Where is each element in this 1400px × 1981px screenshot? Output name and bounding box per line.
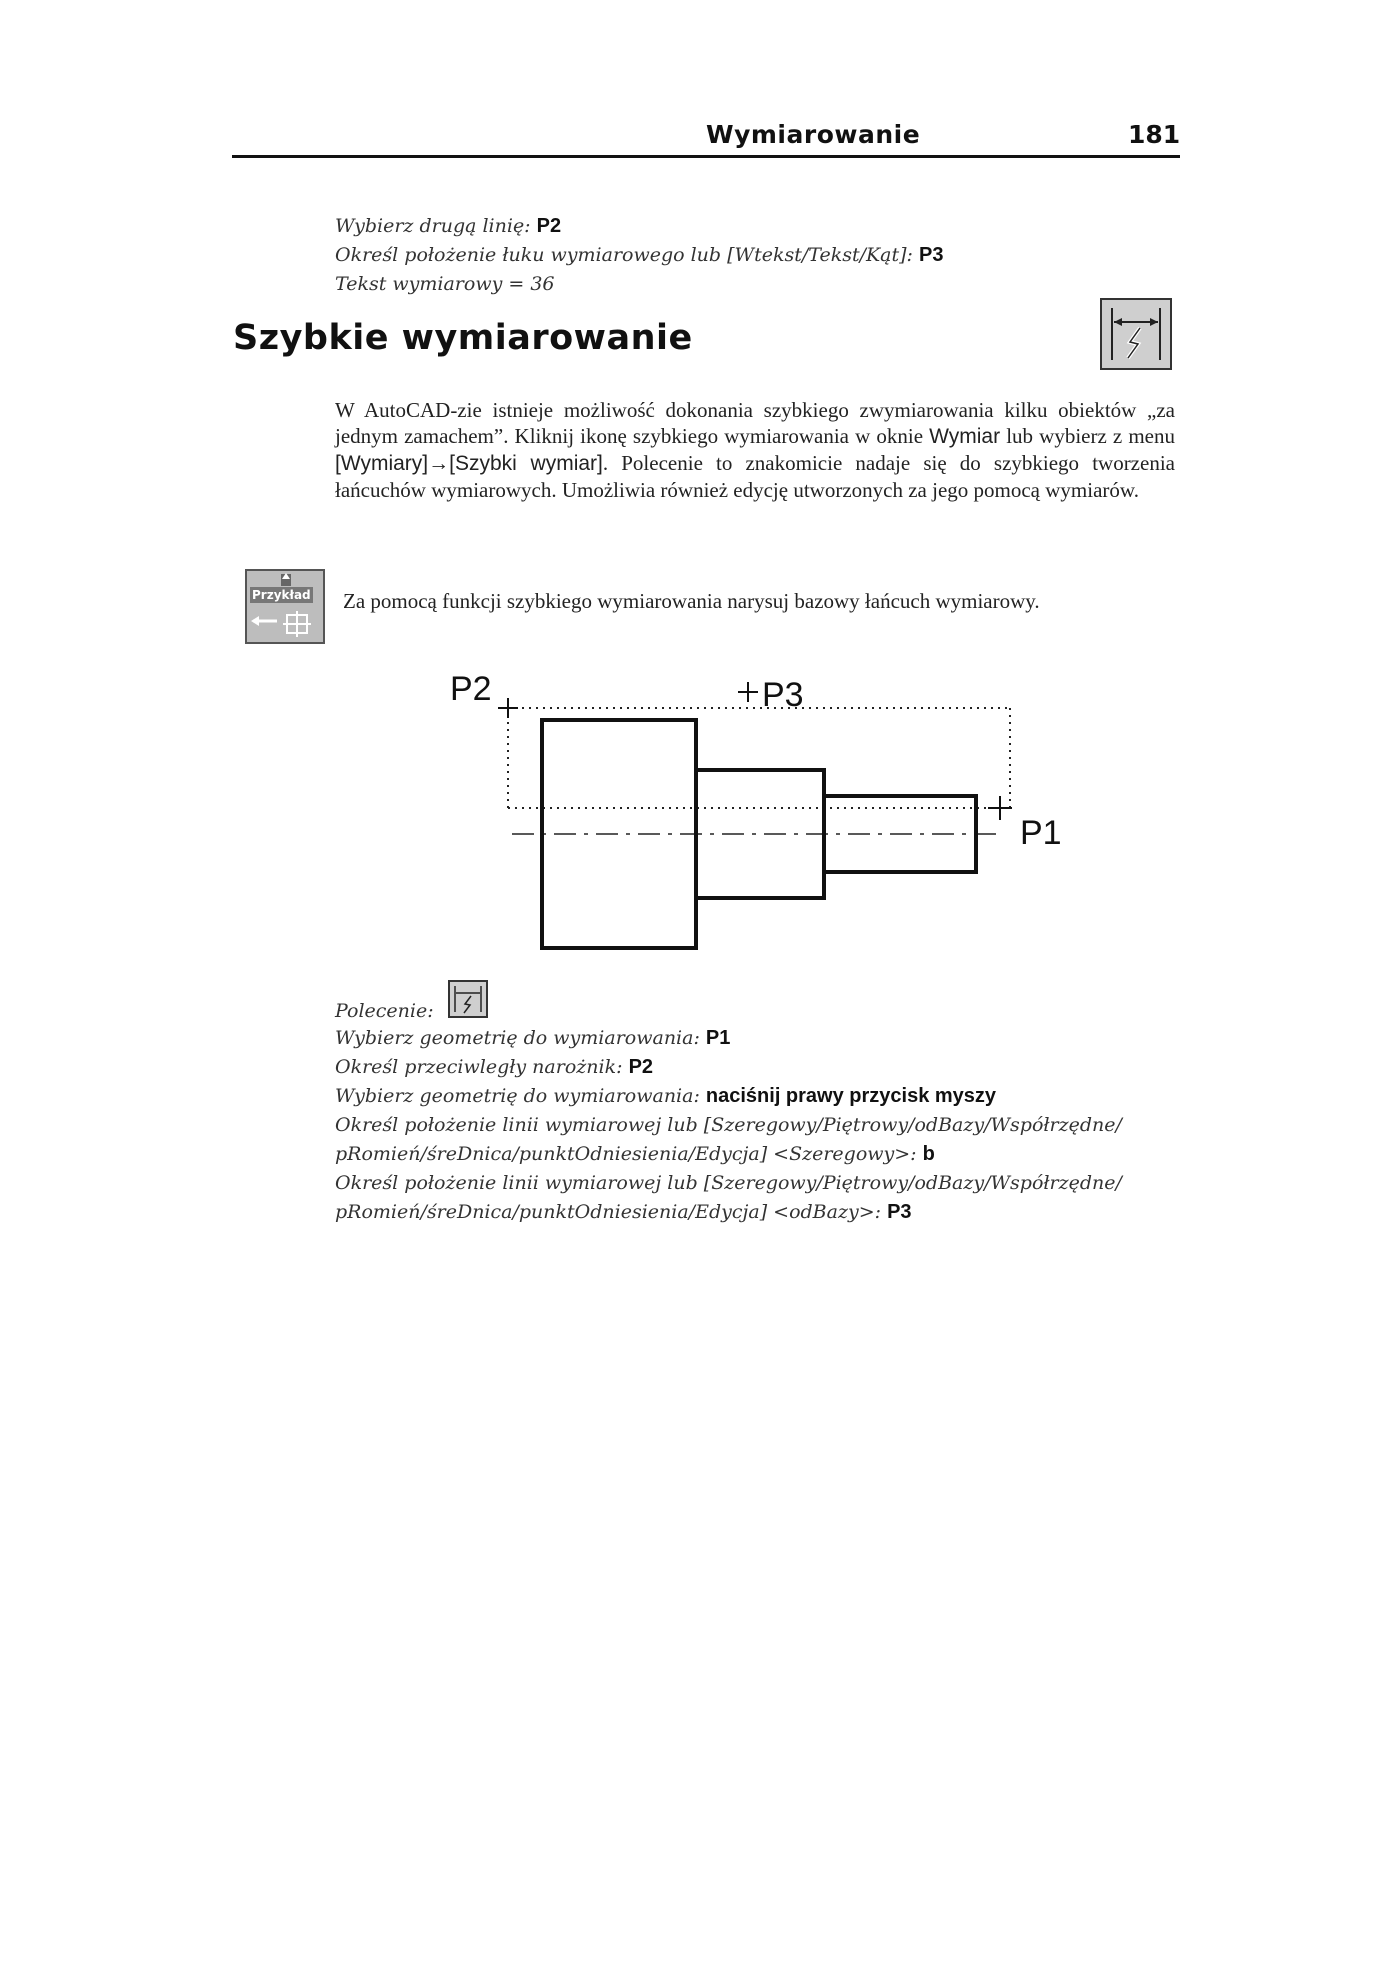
example-icon <box>245 569 325 644</box>
toolbar-name: Wymiar <box>929 425 1001 448</box>
command-response: P2 <box>536 215 562 237</box>
command-line: Tekst wymiarowy = 36 <box>335 273 555 295</box>
command-response: P3 <box>919 244 944 266</box>
label-p1: P1 <box>1020 814 1062 852</box>
command-line: Określ przeciwległy narożnik: P2 <box>335 1056 654 1078</box>
pick-point-p2 <box>498 698 518 718</box>
pick-point-p3 <box>738 682 758 702</box>
command-response: P3 <box>887 1201 912 1223</box>
dimension-diagram <box>440 660 1080 960</box>
header-rule <box>232 155 1180 158</box>
command-response: P1 <box>705 1027 731 1049</box>
command-response: P2 <box>628 1056 654 1078</box>
quick-dimension-icon <box>448 980 488 1018</box>
command-line: pRomień/śreDnica/punktOdniesienia/Edycja] <odBazy>: P3 <box>335 1201 912 1223</box>
command-line: Wybierz geometrię do wymiarowania: naciśnij prawy przycisk myszy <box>335 1085 997 1107</box>
menu-path: [Wymiary]→[Szybki wymiar] <box>335 452 603 475</box>
pick-point-p1 <box>988 796 1012 820</box>
command-line: Określ położenie linii wymiarowej lub [Szeregowy/Piętrowy/odBazy/Współrzędne/ <box>335 1172 1122 1194</box>
command-line: Określ położenie linii wymiarowej lub [Szeregowy/Piętrowy/odBazy/Współrzędne/ <box>335 1114 1122 1136</box>
quick-dimension-icon <box>1100 298 1172 370</box>
example-text: Za pomocą funkcji szybkiego wymiarowania narysuj bazowy łańcuch wymiarowy. <box>343 589 1040 613</box>
command-line: Określ położenie łuku wymiarowego lub [Wtekst/Tekst/Kąt]: P3 <box>335 244 944 266</box>
section-title: Szybkie wymiarowanie <box>233 318 693 358</box>
running-header-title: Wymiarowanie <box>706 120 921 149</box>
shaft-step-medium <box>696 770 824 898</box>
command-line: pRomień/śreDnica/punktOdniesienia/Edycja] <Szeregowy>: b <box>335 1143 935 1165</box>
command-response: naciśnij prawy przycisk myszy <box>705 1085 997 1107</box>
polecenie-line: Polecenie: <box>335 1000 434 1022</box>
label-p3: P3 <box>762 676 804 714</box>
example-icon-label: Przykład <box>252 588 311 602</box>
label-p2: P2 <box>450 670 492 708</box>
page-number: 181 <box>1128 120 1181 149</box>
body-paragraph: W AutoCAD-zie istnieje możliwość dokonania szybkiego zwymiarowania kilku obiektów „za jednym zamachem”. Kliknij ikonę szybkiego wymiarowania w oknie Wymiar lub wybierz z menu [Wymiary]→[Szybki wymiar]. Polecenie to znakomicie nadaje się do szybkiego tworzenia łańcuchów wymiarowych. Umożliwia również edycję utworzonych za jego pomocą wymiarów. <box>335 398 1175 502</box>
command-response: b <box>922 1143 935 1165</box>
command-line: Wybierz drugą linię: P2 <box>335 215 562 237</box>
command-line: Wybierz geometrię do wymiarowania: P1 <box>335 1027 731 1049</box>
